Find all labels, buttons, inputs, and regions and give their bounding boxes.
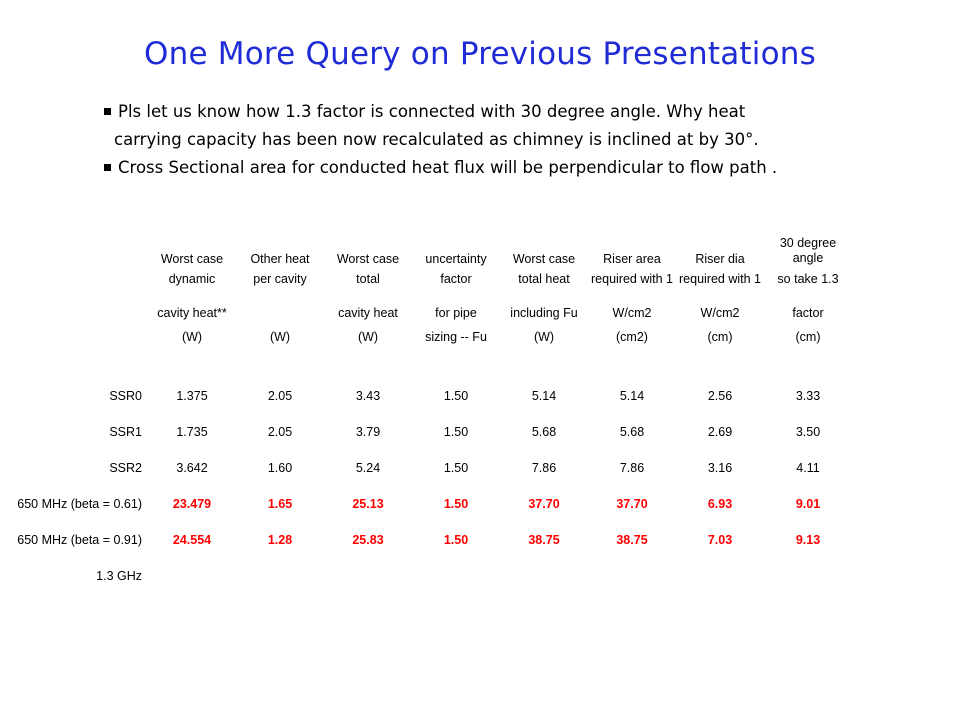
header-cell: Worst case	[336, 252, 400, 266]
bullet-square-icon	[104, 164, 111, 171]
header-cell: for pipe	[435, 306, 477, 320]
table-cell: 7.03	[707, 533, 733, 547]
header-cell: factor	[792, 306, 824, 320]
table-header-row	[14, 290, 852, 320]
header-cell	[236, 290, 324, 320]
table-row	[14, 558, 852, 594]
header-cell: cavity heat	[338, 306, 398, 320]
table-cell	[324, 558, 412, 594]
table-cell: 7.86	[619, 461, 645, 475]
table-cell: 37.70	[528, 497, 560, 511]
table-cell: 25.13	[352, 497, 384, 511]
table-cell: 2.56	[707, 389, 733, 403]
row-label: 1.3 GHz	[96, 569, 142, 583]
table-cell: 3.79	[355, 425, 381, 439]
header-cell: Riser area	[603, 252, 661, 266]
table-cell: 5.68	[619, 425, 645, 439]
header-cell: required with 1	[679, 272, 761, 286]
table-cell: 1.50	[443, 425, 469, 439]
header-cell	[14, 216, 148, 272]
table-header-row	[14, 216, 852, 272]
table-cell: 1.50	[443, 389, 469, 403]
table-cell: 4.11	[796, 461, 820, 475]
header-cell	[14, 290, 148, 320]
table-cell: 24.554	[172, 533, 212, 547]
table-row	[14, 414, 852, 450]
header-cell: total	[356, 272, 380, 286]
header-cell: uncertainty	[425, 252, 487, 266]
table-cell: 1.65	[267, 497, 293, 511]
table-cell: 3.43	[355, 389, 381, 403]
table-header-row	[14, 320, 852, 353]
table-cell: 2.05	[267, 425, 293, 439]
header-cell	[14, 272, 148, 290]
table-cell: 1.50	[443, 461, 469, 475]
table-cell: 1.60	[267, 461, 293, 475]
header-cell	[14, 320, 148, 353]
header-cell: factor	[440, 272, 472, 286]
slide-title: One More Query on Previous Presentations	[144, 36, 816, 72]
table-cell: 1.735	[176, 425, 208, 439]
row-label: 650 MHz (beta = 0.61)	[17, 496, 142, 511]
table-row	[14, 378, 852, 414]
header-cell: (cm2)	[616, 329, 648, 344]
row-label: 650 MHz (beta = 0.91)	[17, 532, 142, 547]
header-cell: Other heat	[250, 252, 310, 266]
table-cell: 3.50	[795, 425, 821, 439]
table-cell: 23.479	[172, 497, 212, 511]
table-cell: 38.75	[528, 533, 560, 547]
table-cell: 3.33	[795, 389, 821, 403]
table-cell: 3.16	[707, 461, 733, 475]
header-cell: 30 degree angle	[779, 236, 837, 265]
table-cell	[764, 558, 852, 594]
table-cell	[676, 558, 764, 594]
header-cell: (cm)	[707, 329, 733, 344]
header-cell: so take 1.3	[777, 272, 839, 286]
table-header-row	[14, 272, 852, 290]
header-cell: required with 1	[591, 272, 673, 286]
table-cell: 9.01	[795, 497, 821, 511]
table-cell: 37.70	[616, 497, 648, 511]
table-cell: 1.50	[443, 533, 469, 547]
table-cell: 1.375	[176, 389, 208, 403]
table-cell: 1.50	[443, 497, 469, 511]
table-cell: 3.642	[176, 461, 208, 475]
table-cell: 6.93	[707, 497, 733, 511]
table-cell: 38.75	[616, 533, 648, 547]
bullet-square-icon	[104, 108, 111, 115]
table-cell	[148, 558, 236, 594]
bullet-text-line-1: Pls let us know how 1.3 factor is connected with 30 degree angle. Why heat	[118, 102, 746, 121]
bullet-text: Cross Sectional area for conducted heat flux will be perpendicular to flow path .	[118, 158, 778, 177]
header-cell: W/cm2	[700, 306, 740, 320]
bullet-item	[100, 98, 920, 154]
row-label: SSR0	[109, 389, 142, 403]
table-cell: 25.83	[352, 533, 384, 547]
header-cell: (W)	[533, 329, 555, 344]
row-label: SSR2	[109, 461, 142, 475]
header-cell: per cavity	[253, 272, 307, 286]
header-cell: Worst case	[160, 252, 224, 266]
table-cell	[588, 558, 676, 594]
table-row	[14, 450, 852, 486]
table-spacer-row	[14, 353, 852, 378]
table-cell: 2.05	[267, 389, 293, 403]
table-cell	[236, 558, 324, 594]
header-cell: cavity heat**	[157, 306, 227, 320]
header-cell: (W)	[181, 329, 203, 344]
header-cell: Worst case	[512, 252, 576, 266]
header-cell: (cm)	[795, 329, 821, 344]
table-row-highlighted	[14, 522, 852, 558]
header-cell: including Fu	[510, 306, 578, 320]
header-cell: W/cm2	[612, 306, 652, 320]
bullet-item	[100, 154, 920, 182]
header-cell: total heat	[518, 272, 570, 286]
table-cell: 2.69	[707, 425, 733, 439]
table-cell	[500, 558, 588, 594]
header-cell: (W)	[269, 329, 291, 344]
table-cell	[412, 558, 500, 594]
table-cell: 5.14	[619, 389, 645, 403]
table-row-highlighted	[14, 486, 852, 522]
table-cell: 5.68	[531, 425, 557, 439]
header-cell: dynamic	[168, 272, 216, 286]
table-cell: 1.28	[267, 533, 293, 547]
table-cell: 5.14	[531, 389, 557, 403]
heat-capacity-table	[14, 216, 852, 594]
table-cell: 7.86	[531, 461, 557, 475]
header-cell: Riser dia	[695, 252, 745, 266]
bullet-text-line-2: carrying capacity has been now recalculated as chimney is inclined at by 30°.	[114, 130, 759, 149]
header-cell: sizing -- Fu	[425, 329, 487, 344]
row-label: SSR1	[109, 425, 142, 439]
header-cell: (W)	[357, 329, 379, 344]
table-cell: 9.13	[795, 533, 821, 547]
bullet-list	[100, 98, 920, 182]
table-cell: 5.24	[355, 461, 381, 475]
